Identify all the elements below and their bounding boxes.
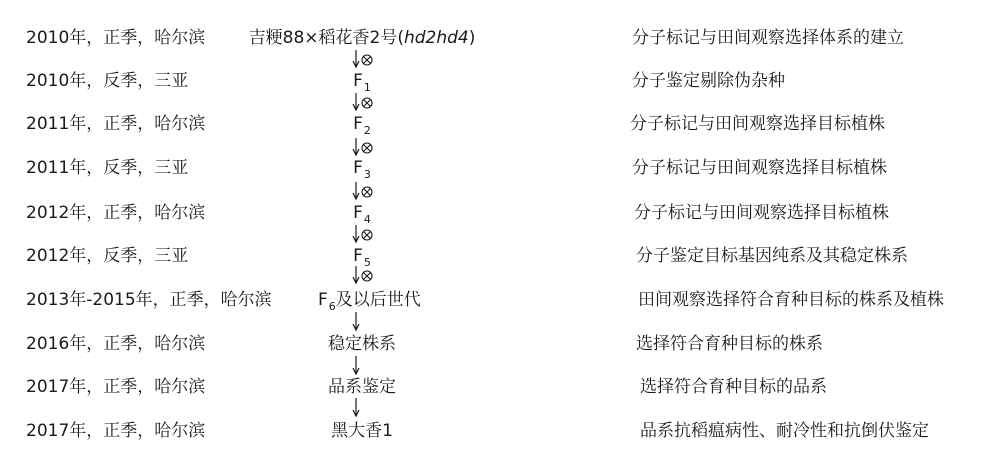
row-generation (353, 111, 371, 139)
row-time: 2016年，正季，哈尔滨 (26, 334, 206, 354)
selfing-arrow (353, 266, 383, 286)
row-time: 2010年，反季，三亚 (26, 71, 189, 91)
generation-number: 1 (363, 81, 371, 94)
generation-letter: F (353, 71, 363, 91)
flow-row (0, 331, 994, 357)
row-generation (353, 200, 371, 228)
generation-letter: F (318, 290, 328, 310)
selfing-arrow (353, 50, 383, 70)
row-goal: 分子鉴定剔除伪杂种 (632, 71, 785, 91)
row-goal: 田间观察选择符合育种目标的株系及植株 (638, 290, 944, 310)
row-goal: 分子标记与田间观察选择目标植株 (632, 158, 887, 178)
row-goal: 分子标记与田间观察选择体系的建立 (632, 28, 904, 48)
row-time: 2010年，正季，哈尔滨 (26, 28, 206, 48)
generation-number: 5 (363, 256, 371, 269)
advance-arrow (353, 398, 383, 418)
generation-number: 3 (363, 168, 371, 181)
cross-parents: 吉粳88×稻花香2号( (248, 28, 404, 48)
row-generation (318, 287, 421, 315)
row-time: 2017年，正季，哈尔滨 (26, 421, 206, 441)
row-generation (353, 155, 371, 183)
flow-row (0, 374, 994, 400)
generation-letter: F (353, 203, 363, 223)
cross-genotype: hd2hd4 (403, 28, 469, 48)
selfing-arrow (353, 225, 383, 245)
row-time: 2012年，正季，哈尔滨 (26, 203, 206, 223)
flow-row (0, 200, 994, 226)
row-generation: 黑大香1 (331, 421, 393, 441)
row-generation (249, 25, 476, 51)
generation-letter: F (353, 158, 363, 178)
flow-row (0, 155, 994, 181)
flow-row (0, 243, 994, 269)
advance-arrow (353, 356, 383, 376)
generation-number: 4 (363, 213, 371, 226)
advance-arrow (353, 312, 383, 332)
flow-row (0, 287, 994, 313)
generation-suffix: 及以后世代 (335, 290, 421, 310)
flow-row (0, 25, 994, 51)
flow-row (0, 111, 994, 137)
row-time: 2011年，反季，三亚 (26, 158, 189, 178)
selfing-arrow (353, 182, 383, 202)
row-time: 2017年，正季，哈尔滨 (26, 377, 206, 397)
row-goal: 选择符合育种目标的株系 (636, 334, 823, 354)
row-goal: 选择符合育种目标的品系 (640, 377, 827, 397)
row-time: 2011年，正季，哈尔滨 (26, 114, 206, 134)
row-generation (353, 68, 371, 96)
cross-close: ) (468, 28, 476, 48)
flow-row (0, 418, 994, 444)
generation-letter: F (353, 114, 363, 134)
generation-number: 2 (363, 124, 371, 137)
row-time: 2013年-2015年，正季，哈尔滨 (26, 290, 272, 310)
row-time: 2012年，反季，三亚 (26, 246, 189, 266)
row-generation: 品系鉴定 (328, 377, 396, 397)
row-generation: 稳定株系 (328, 334, 396, 354)
generation-number: 6 (328, 300, 336, 313)
selfing-arrow (353, 93, 383, 113)
row-goal: 分子标记与田间观察选择目标植株 (634, 203, 889, 223)
row-goal: 分子鉴定目标基因纯系及其稳定株系 (636, 246, 908, 266)
row-goal: 品系抗稻瘟病性、耐冷性和抗倒伏鉴定 (640, 421, 929, 441)
flow-row (0, 68, 994, 94)
row-goal: 分子标记与田间观察选择目标植株 (630, 114, 885, 134)
generation-letter: F (353, 246, 363, 266)
